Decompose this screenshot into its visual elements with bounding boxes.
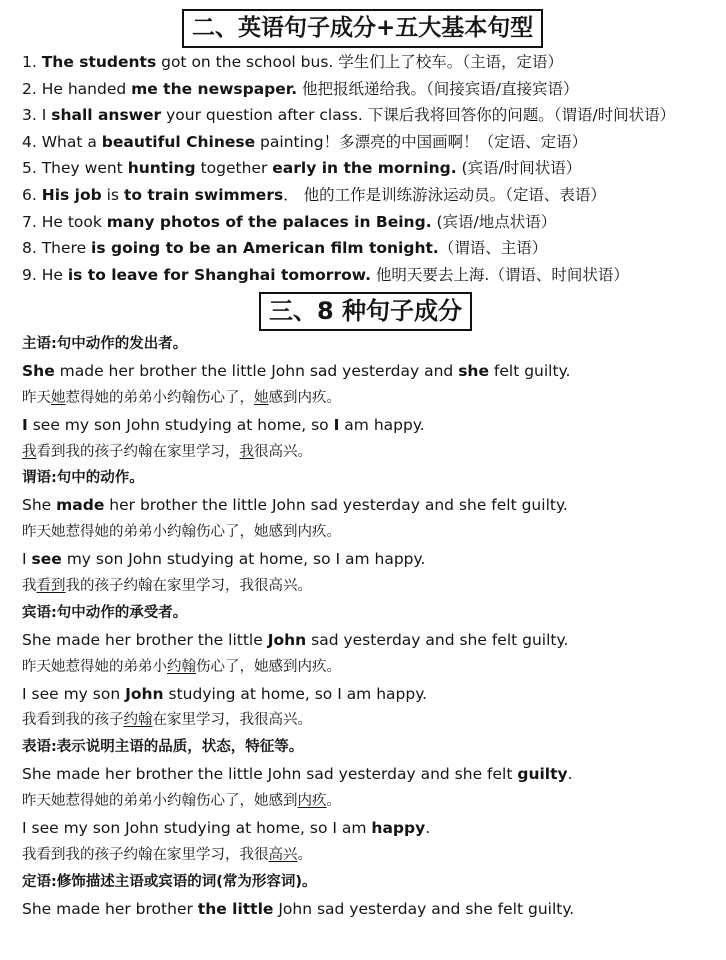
underlined-text: 内疚 — [297, 793, 327, 810]
underlined-text: 她 — [254, 389, 269, 406]
bold-text: I — [333, 415, 340, 434]
chinese-translation: 昨天她惹得她的弟弟小约翰伤心了，她感到内疚。 — [22, 658, 341, 675]
bold-text: the little — [197, 899, 274, 918]
component-definition: 定语:修饰描述主语或宾语的词(常为形容词)。 — [22, 873, 317, 890]
sentence-components — [22, 331, 722, 923]
example-item: 6. His job is to train swimmers． 他的工作是训练游泳运动员。（定语、表语） — [22, 185, 606, 204]
example-item: 9. He is to leave for Shanghai tomorrow. 他明天要去上海.（谓语、时间状语） — [22, 265, 629, 284]
example-list — [22, 49, 722, 288]
underlined-text: 我 — [22, 443, 37, 460]
chinese-translation: 昨天她惹得她的弟弟小约翰伤心了，她感到内疚。 — [22, 524, 341, 541]
bold-text: John — [125, 684, 164, 703]
example-item: 8. There is going to be an American film tonight.（谓语、主语） — [22, 239, 548, 258]
component-definition: 宾语:句中动作的承受者。 — [22, 604, 188, 621]
underlined-text: 她 — [51, 389, 66, 406]
underlined-text: 约翰 — [123, 712, 153, 729]
chinese-translation: 我看到我的孩子约翰在家里学习，我很高兴。 — [22, 846, 312, 863]
bold-text: made — [56, 496, 105, 515]
english-sentence: I see my son John studying at home, so I am happy. — [22, 550, 426, 569]
english-sentence: I see my son John studying at home, so I am happy. — [22, 415, 425, 434]
bold-text: many photos of the palaces in Being. — [106, 212, 432, 231]
bold-text: shall answer — [51, 106, 162, 125]
component-definition: 谓语:句中的动作。 — [22, 470, 144, 487]
example-item: 5. They went hunting together early in the morning. (宾语/时间状语） — [22, 159, 582, 178]
underlined-text: 高兴 — [268, 846, 298, 863]
section-title-3: 三、8 种句子成分 — [259, 292, 472, 331]
component-definition: 表语:表示说明主语的品质，状态，特征等。 — [22, 739, 304, 756]
bold-text: beautiful Chinese — [101, 132, 256, 151]
chinese-translation: 我看到我的孩子约翰在家里学习，我很高兴。 — [22, 712, 312, 729]
english-sentence: I see my son John studying at home, so I am happy. — [22, 819, 431, 838]
bold-text: is to leave for Shanghai tomorrow. — [67, 265, 371, 284]
example-item: 3. I shall answer your question after class. 下课后我将回答你的问题。（谓语/时间状语） — [22, 106, 676, 125]
bold-text: John — [267, 630, 307, 649]
chinese-translation: 我看到我的孩子约翰在家里学习，我很高兴。 — [22, 578, 312, 595]
bold-text: see — [31, 550, 62, 569]
example-item: 2. He handed me the newspaper. 他把报纸递给我。（间接宾语/直接宾语） — [22, 79, 579, 98]
example-item: 7. He took many photos of the palaces in Being. (宾语/地点状语） — [22, 212, 557, 231]
english-sentence: I see my son John studying at home, so I am happy. — [22, 684, 428, 703]
underlined-text: 我 — [239, 443, 254, 460]
bold-text: She — [22, 361, 55, 380]
bold-text: is going to be an American film tonight. — [91, 239, 439, 258]
english-sentence: She made her brother the little John sad yesterday and she felt guilty. — [22, 765, 573, 784]
chinese-translation: 昨天她惹得她的弟弟小约翰伤心了，她感到内疚。 — [22, 389, 341, 406]
example-item: 1. The students got on the school bus. 学生们上了校车。（主语，定语） — [22, 53, 564, 71]
english-sentence: She made her brother the little John sad yesterday and she felt guilty. — [22, 361, 571, 380]
english-sentence: She made her brother the little John sad yesterday and she felt guilty. — [22, 630, 569, 649]
bold-text: happy — [371, 819, 426, 838]
bold-text: The students — [41, 53, 157, 71]
component-definition: 主语:句中动作的发出者。 — [22, 336, 188, 352]
bold-text: guilty — [517, 765, 568, 784]
bold-text: me the newspaper. — [131, 79, 298, 98]
bold-text: early in the morning. — [272, 159, 457, 178]
chinese-translation: 昨天她惹得她的弟弟小约翰伤心了，她感到内疚。 — [22, 793, 341, 810]
bold-text: I — [22, 415, 28, 434]
underlined-text: 约翰 — [167, 658, 196, 675]
english-sentence: She made her brother the little John sad yesterday and she felt guilty. — [22, 899, 575, 918]
section-title-2: 二、英语句子成分+五大基本句型 — [182, 9, 543, 48]
underlined-text: 看到 — [36, 578, 66, 595]
bold-text: hunting — [127, 159, 196, 178]
bold-text: His job — [41, 185, 102, 204]
english-sentence: She made her brother the little John sad yesterday and she felt guilty. — [22, 496, 568, 515]
chinese-translation: 我看到我的孩子约翰在家里学习，我很高兴。 — [22, 443, 312, 460]
example-item: 4. What a beautiful Chinese painting！多漂亮的中国画啊！（定语、定语） — [22, 132, 588, 151]
bold-text: she — [458, 361, 489, 380]
bold-text: to train swimmers — [123, 185, 284, 204]
